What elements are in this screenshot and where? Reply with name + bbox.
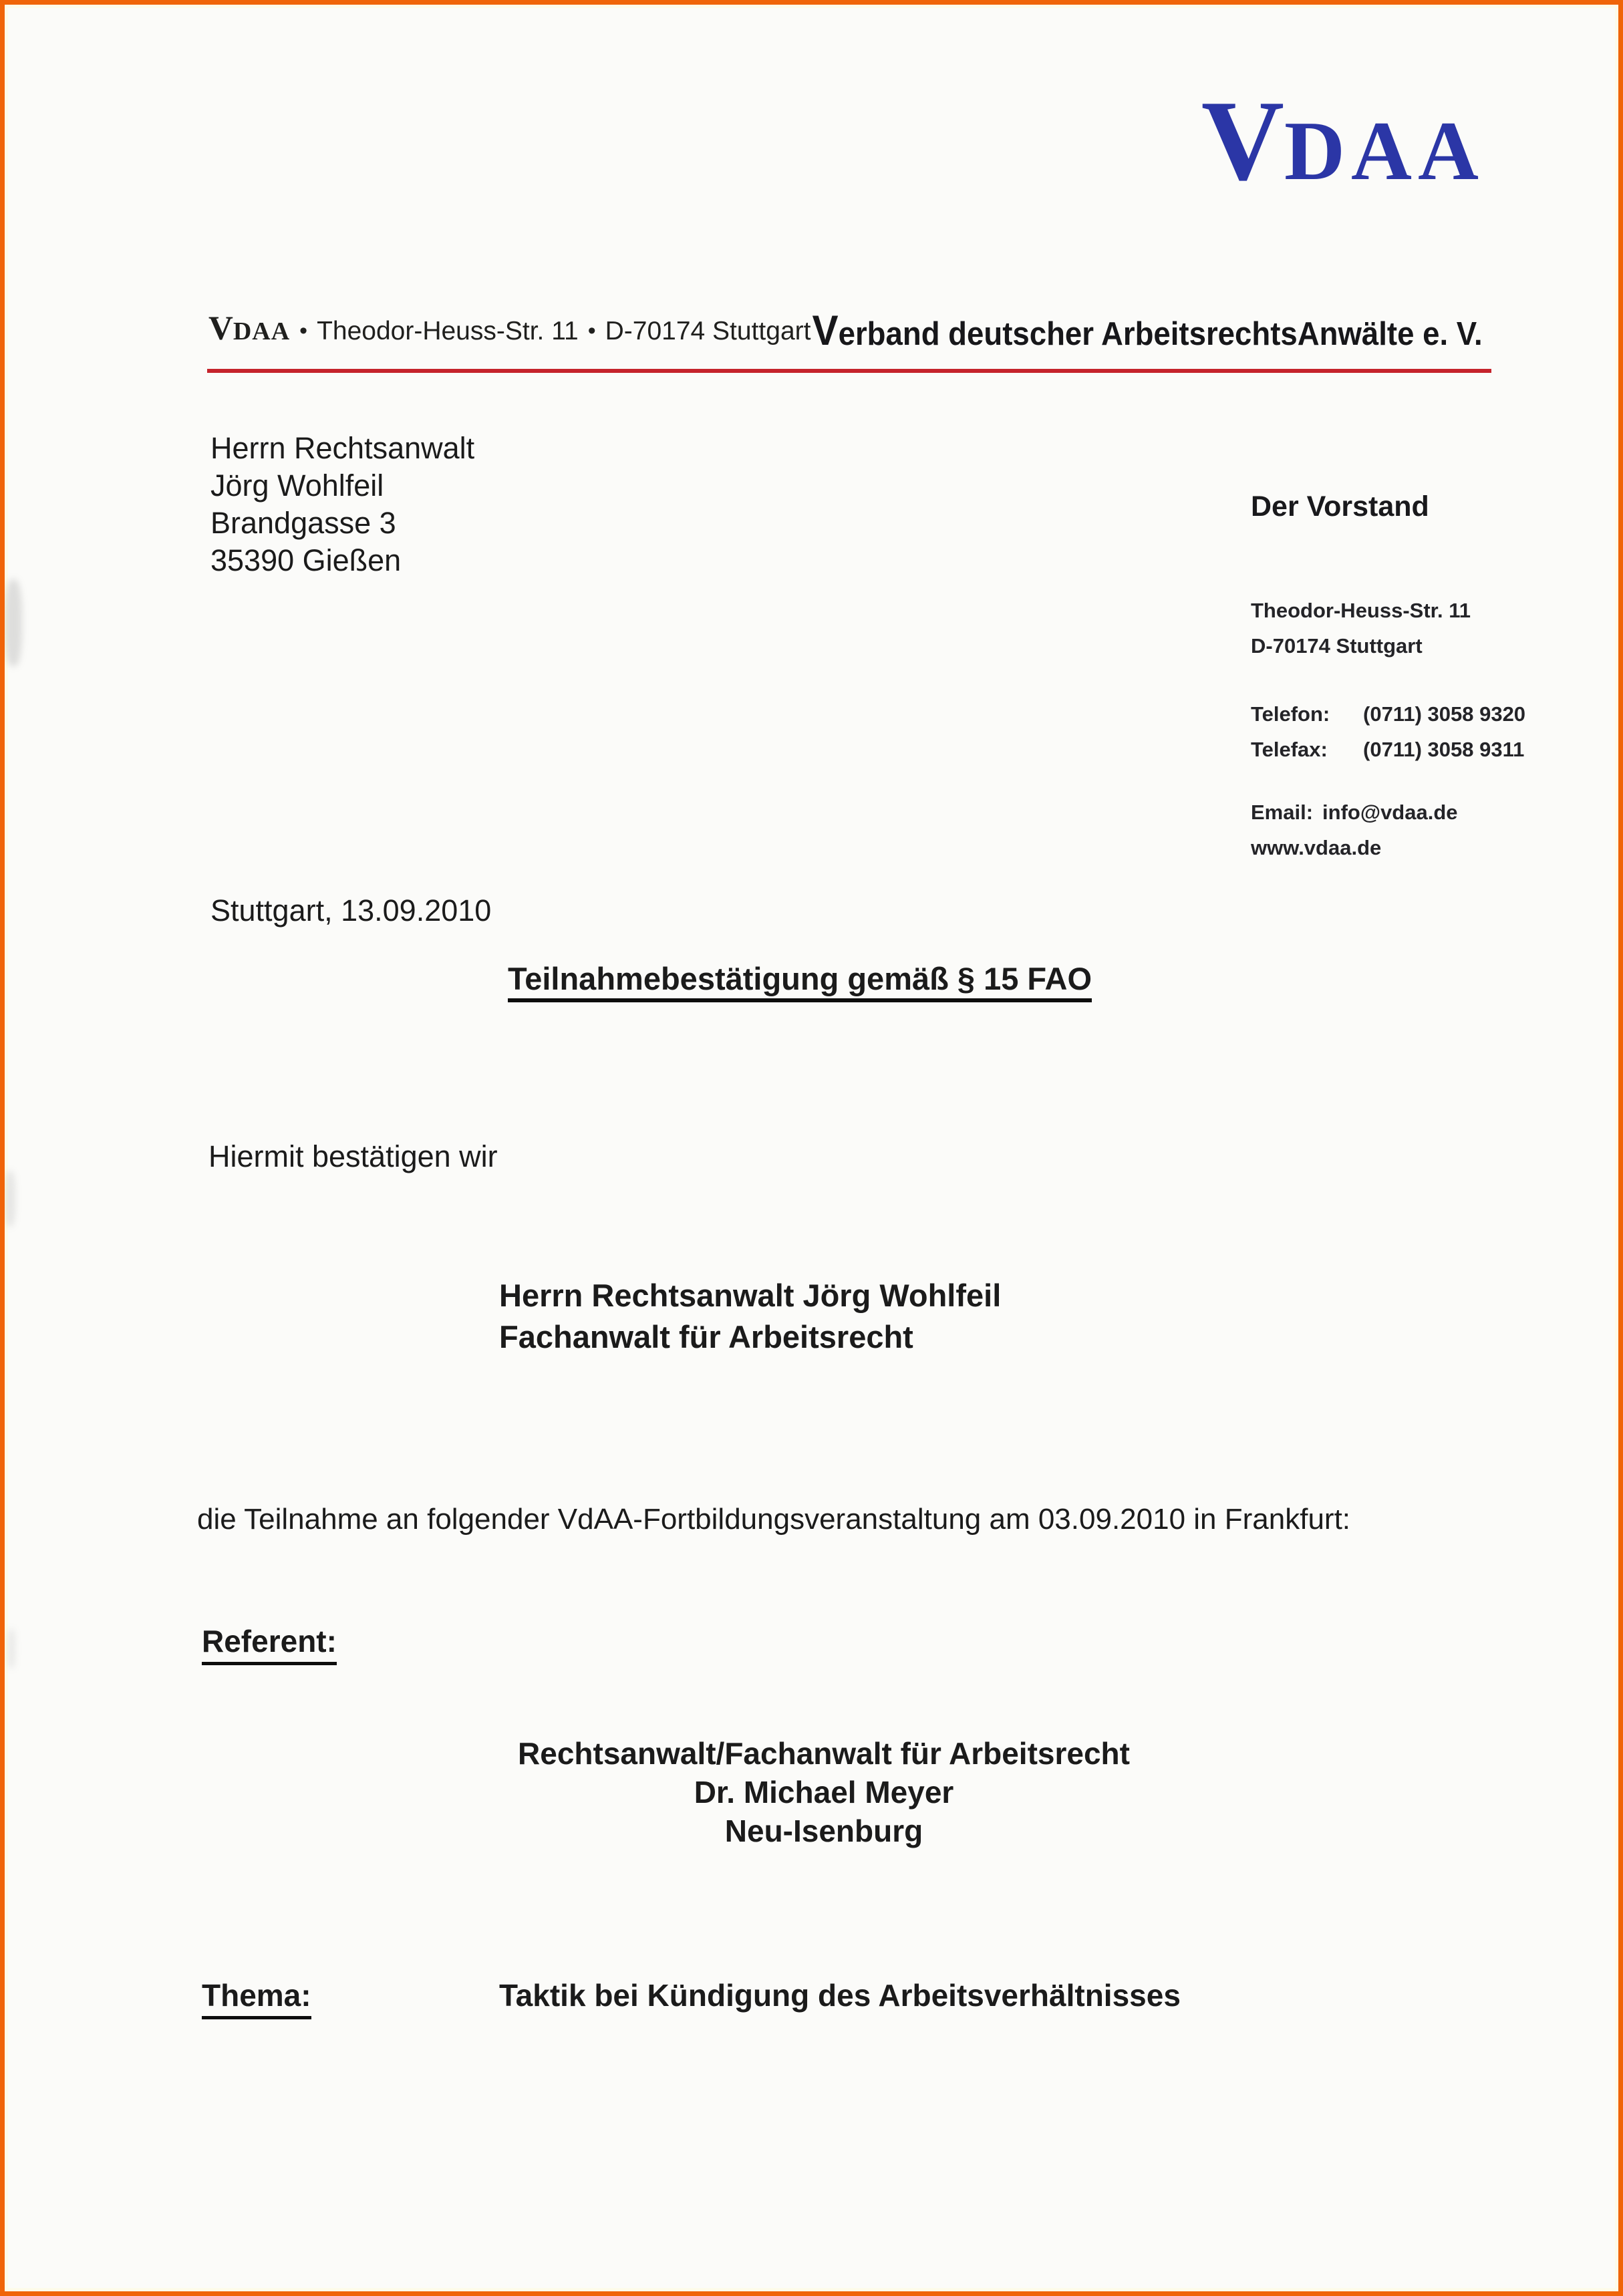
- header-rule: [207, 369, 1491, 373]
- email-value: info@vdaa.de: [1322, 801, 1458, 824]
- return-address-line: [208, 309, 810, 348]
- subject-heading: Teilnahmebestätigung gemäß § 15 FAO: [508, 960, 1092, 997]
- referent-label: Referent:: [202, 1623, 337, 1659]
- scan-artifact: [5, 1171, 15, 1227]
- phone-label: Telefon:: [1251, 702, 1330, 726]
- attendee-block: [499, 1275, 1001, 1358]
- organization-name: Verband deutscher ArbeitsrechtsAnwälte e. V.: [812, 307, 1483, 354]
- email-row: [1251, 795, 1458, 830]
- recipient-line: 35390 Gießen: [210, 543, 402, 577]
- contact-phone-block: [1251, 696, 1525, 767]
- email-label: Email:: [1251, 801, 1314, 824]
- fax-row: [1251, 732, 1525, 767]
- attendee-title: Fachanwalt für Arbeitsrecht: [499, 1319, 913, 1354]
- dateline: Stuttgart, 13.09.2010: [210, 893, 492, 927]
- recipient-line: Herrn Rechtsanwalt: [210, 431, 475, 465]
- sender-city: D-70174 Stuttgart: [605, 317, 811, 345]
- recipient-address-block: [210, 430, 474, 579]
- referent-block: [390, 1734, 1258, 1850]
- bullet-separator: •: [587, 318, 596, 343]
- thema-label: Thema:: [202, 1977, 311, 2013]
- vdaa-logo: [1201, 78, 1485, 204]
- contact-street: Theodor-Heuss-Str. 11: [1251, 599, 1471, 622]
- contact-city: D-70174 Stuttgart: [1251, 634, 1423, 658]
- contact-title: Der Vorstand: [1251, 490, 1429, 523]
- intro-text: Hiermit bestätigen wir: [208, 1139, 498, 1173]
- recipient-line: Jörg Wohlfeil: [210, 468, 384, 503]
- contact-address-block: [1251, 593, 1471, 664]
- scan-artifact: [7, 1628, 15, 1669]
- thema-value: Taktik bei Kündigung des Arbeitsverhältnisses: [499, 1978, 1181, 2013]
- referent-name: Dr. Michael Meyer: [694, 1775, 954, 1810]
- logo-initial: V: [1201, 78, 1285, 204]
- scan-artifact: [5, 579, 22, 666]
- sender-street: Theodor-Heuss-Str. 11: [317, 317, 579, 345]
- contact-online-block: [1251, 795, 1458, 865]
- attendee-name: Herrn Rechtsanwalt Jörg Wohlfeil: [499, 1278, 1002, 1313]
- logo-rest: DAA: [1284, 105, 1485, 198]
- phone-row: [1251, 696, 1525, 732]
- fax-value: (0711) 3058 9311: [1363, 738, 1525, 761]
- website: www.vdaa.de: [1251, 836, 1382, 859]
- confirmation-text: die Teilnahme an folgender VdAA-Fortbildungsveranstaltung am 03.09.2010 in Frankfurt:: [197, 1503, 1351, 1536]
- referent-city: Neu-Isenburg: [724, 1814, 923, 1848]
- brand-mark: VDAA: [208, 310, 291, 347]
- bullet-separator: •: [299, 318, 308, 343]
- phone-value: (0711) 3058 9320: [1363, 702, 1526, 726]
- referent-role: Rechtsanwalt/Fachanwalt für Arbeitsrecht: [518, 1736, 1130, 1771]
- recipient-line: Brandgasse 3: [210, 506, 396, 540]
- fax-label: Telefax:: [1251, 738, 1328, 761]
